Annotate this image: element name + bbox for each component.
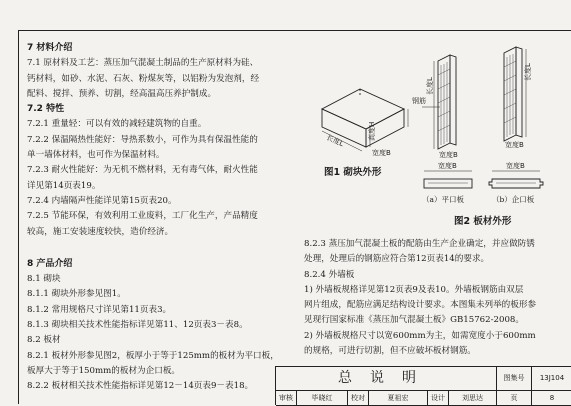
text-line: 2) 外墙板规格尺寸以宽600mm为主，如需宽度小于600mm: [304, 330, 536, 341]
left-text-column: [27, 41, 299, 395]
section-heading: 7.2 特性: [27, 104, 65, 115]
section-b-width-label: 宽度B: [506, 162, 525, 170]
text-line: 8.2.4 外墙板: [304, 269, 355, 280]
text-line: 钙材料，如砂、水泥、石灰、粉煤灰等，以铝粉为发泡剂，经: [27, 73, 260, 84]
text-line: 7.1 原材料及工艺：蒸压加气混凝土制品的生产原材料为硅、: [27, 58, 259, 69]
panel-b-length-label: 长度L: [524, 63, 532, 81]
text-line: 7.2.5 节能环保，有效利用工业废料，工厂化生产，产品精度: [27, 211, 258, 222]
text-line: 1) 外墙板规格详见第12页表9及表10。外墙板钢筋由双层: [304, 284, 524, 295]
checker-name: 夏祖宏: [369, 391, 428, 406]
text-line: 8.1.1 砌块外形参见图1。: [27, 289, 126, 300]
section-heading: 8 产品介绍: [27, 258, 73, 269]
text-line: 较高，施工安装速度较快，造价经济。: [27, 226, 174, 237]
review-label: 审核: [276, 391, 297, 406]
text-line: 8.1 砌块: [27, 274, 61, 285]
text-line: 8.2.2 板材相关技术性能指标详见第12－14页表9－表18。: [27, 381, 254, 392]
text-line: 的规格，可进行切割，但不应破坏板材钢筋。: [304, 346, 476, 357]
panel-b-width-label: 宽度B: [505, 141, 524, 149]
page-number: 8: [532, 391, 571, 406]
text-line: 7.2.2 保温隔热性能好：导热系数小，可作为具有保温性能的: [27, 134, 258, 145]
atlas-no-label: 图集号: [497, 367, 532, 391]
check-label: 校对: [348, 391, 369, 406]
panel-a-width-label: 宽度B: [439, 151, 458, 159]
text-line: 8.1.2 常用规格尺寸详见第11页表3。: [27, 304, 172, 315]
atlas-no: 13J104: [532, 367, 571, 391]
text-line: 8.2 板材: [27, 335, 61, 346]
text-line: [27, 240, 299, 257]
text-line: 8.1.3 砌块相关技术性能指标详见第11、12页表3－表8。: [27, 320, 248, 331]
designer-name: 刘思达: [449, 391, 497, 406]
figures-svg: [304, 31, 571, 236]
text-line: 7.2.1 重量轻：可以有效的减轻建筑物的自重。: [27, 119, 207, 130]
fig2-caption: 图2 板材外形: [454, 216, 512, 227]
fig2-sub-a: （a）平口板: [422, 195, 464, 204]
text-line: 8.2.1 板材外形参见图2，板厚小于等于125mm的板材为平口板，: [27, 350, 279, 361]
section-a-width-label: 宽度B: [438, 162, 457, 170]
fig2-sub-b: （b）企口板: [492, 195, 535, 204]
page-label: 页: [497, 391, 532, 406]
block-length-label: 长度L: [325, 133, 345, 149]
text-line: 配料、搅拌、预养、切割，经高温高压养护制成。: [27, 88, 217, 99]
sheet-title: 总说明: [276, 367, 497, 391]
fig1-caption: 图1 砌块外形: [324, 167, 382, 178]
sheet-frame: [18, 30, 571, 404]
text-line: 见现行国家标准《蒸压加气混凝土板》GB15762-2008。: [304, 315, 524, 326]
text-line: 7.2.4 内墙隔声性能详见第15页表20。: [27, 195, 177, 206]
block-height-label: 高度H: [368, 121, 376, 141]
reviewer-name: 毕晓红: [297, 391, 348, 406]
text-line: 8.2.3 蒸压加气混凝土板的配筋由生产企业确定，并应做防锈: [304, 239, 535, 249]
text-line: 网片组成，配筋应满足结构设计要求。本图集未列举的板形参: [304, 300, 537, 311]
figure-area: [304, 31, 571, 236]
design-label: 设计: [428, 391, 449, 406]
right-text-column: [304, 237, 571, 359]
text-line: 详见第14页表19。: [27, 180, 101, 191]
rebar-label: 钢筋: [412, 97, 426, 105]
text-line: 单一墙体材料，也可作为保温材料。: [27, 150, 165, 161]
text-line: 7.2.3 耐火性能好：为无机不燃材料，无有毒气体，耐火性能: [27, 165, 258, 176]
block-width-label: 宽度B: [372, 149, 391, 157]
text-line: 处理，处理后的钢筋应符合第12页表14的要求。: [304, 254, 490, 265]
panel-a-length-label: 长度L: [426, 77, 434, 95]
title-block: [275, 366, 571, 405]
text-line: 板厚大于等于150mm的板材为企口板。: [27, 365, 181, 376]
section-heading: 7 材料介绍: [27, 43, 73, 53]
